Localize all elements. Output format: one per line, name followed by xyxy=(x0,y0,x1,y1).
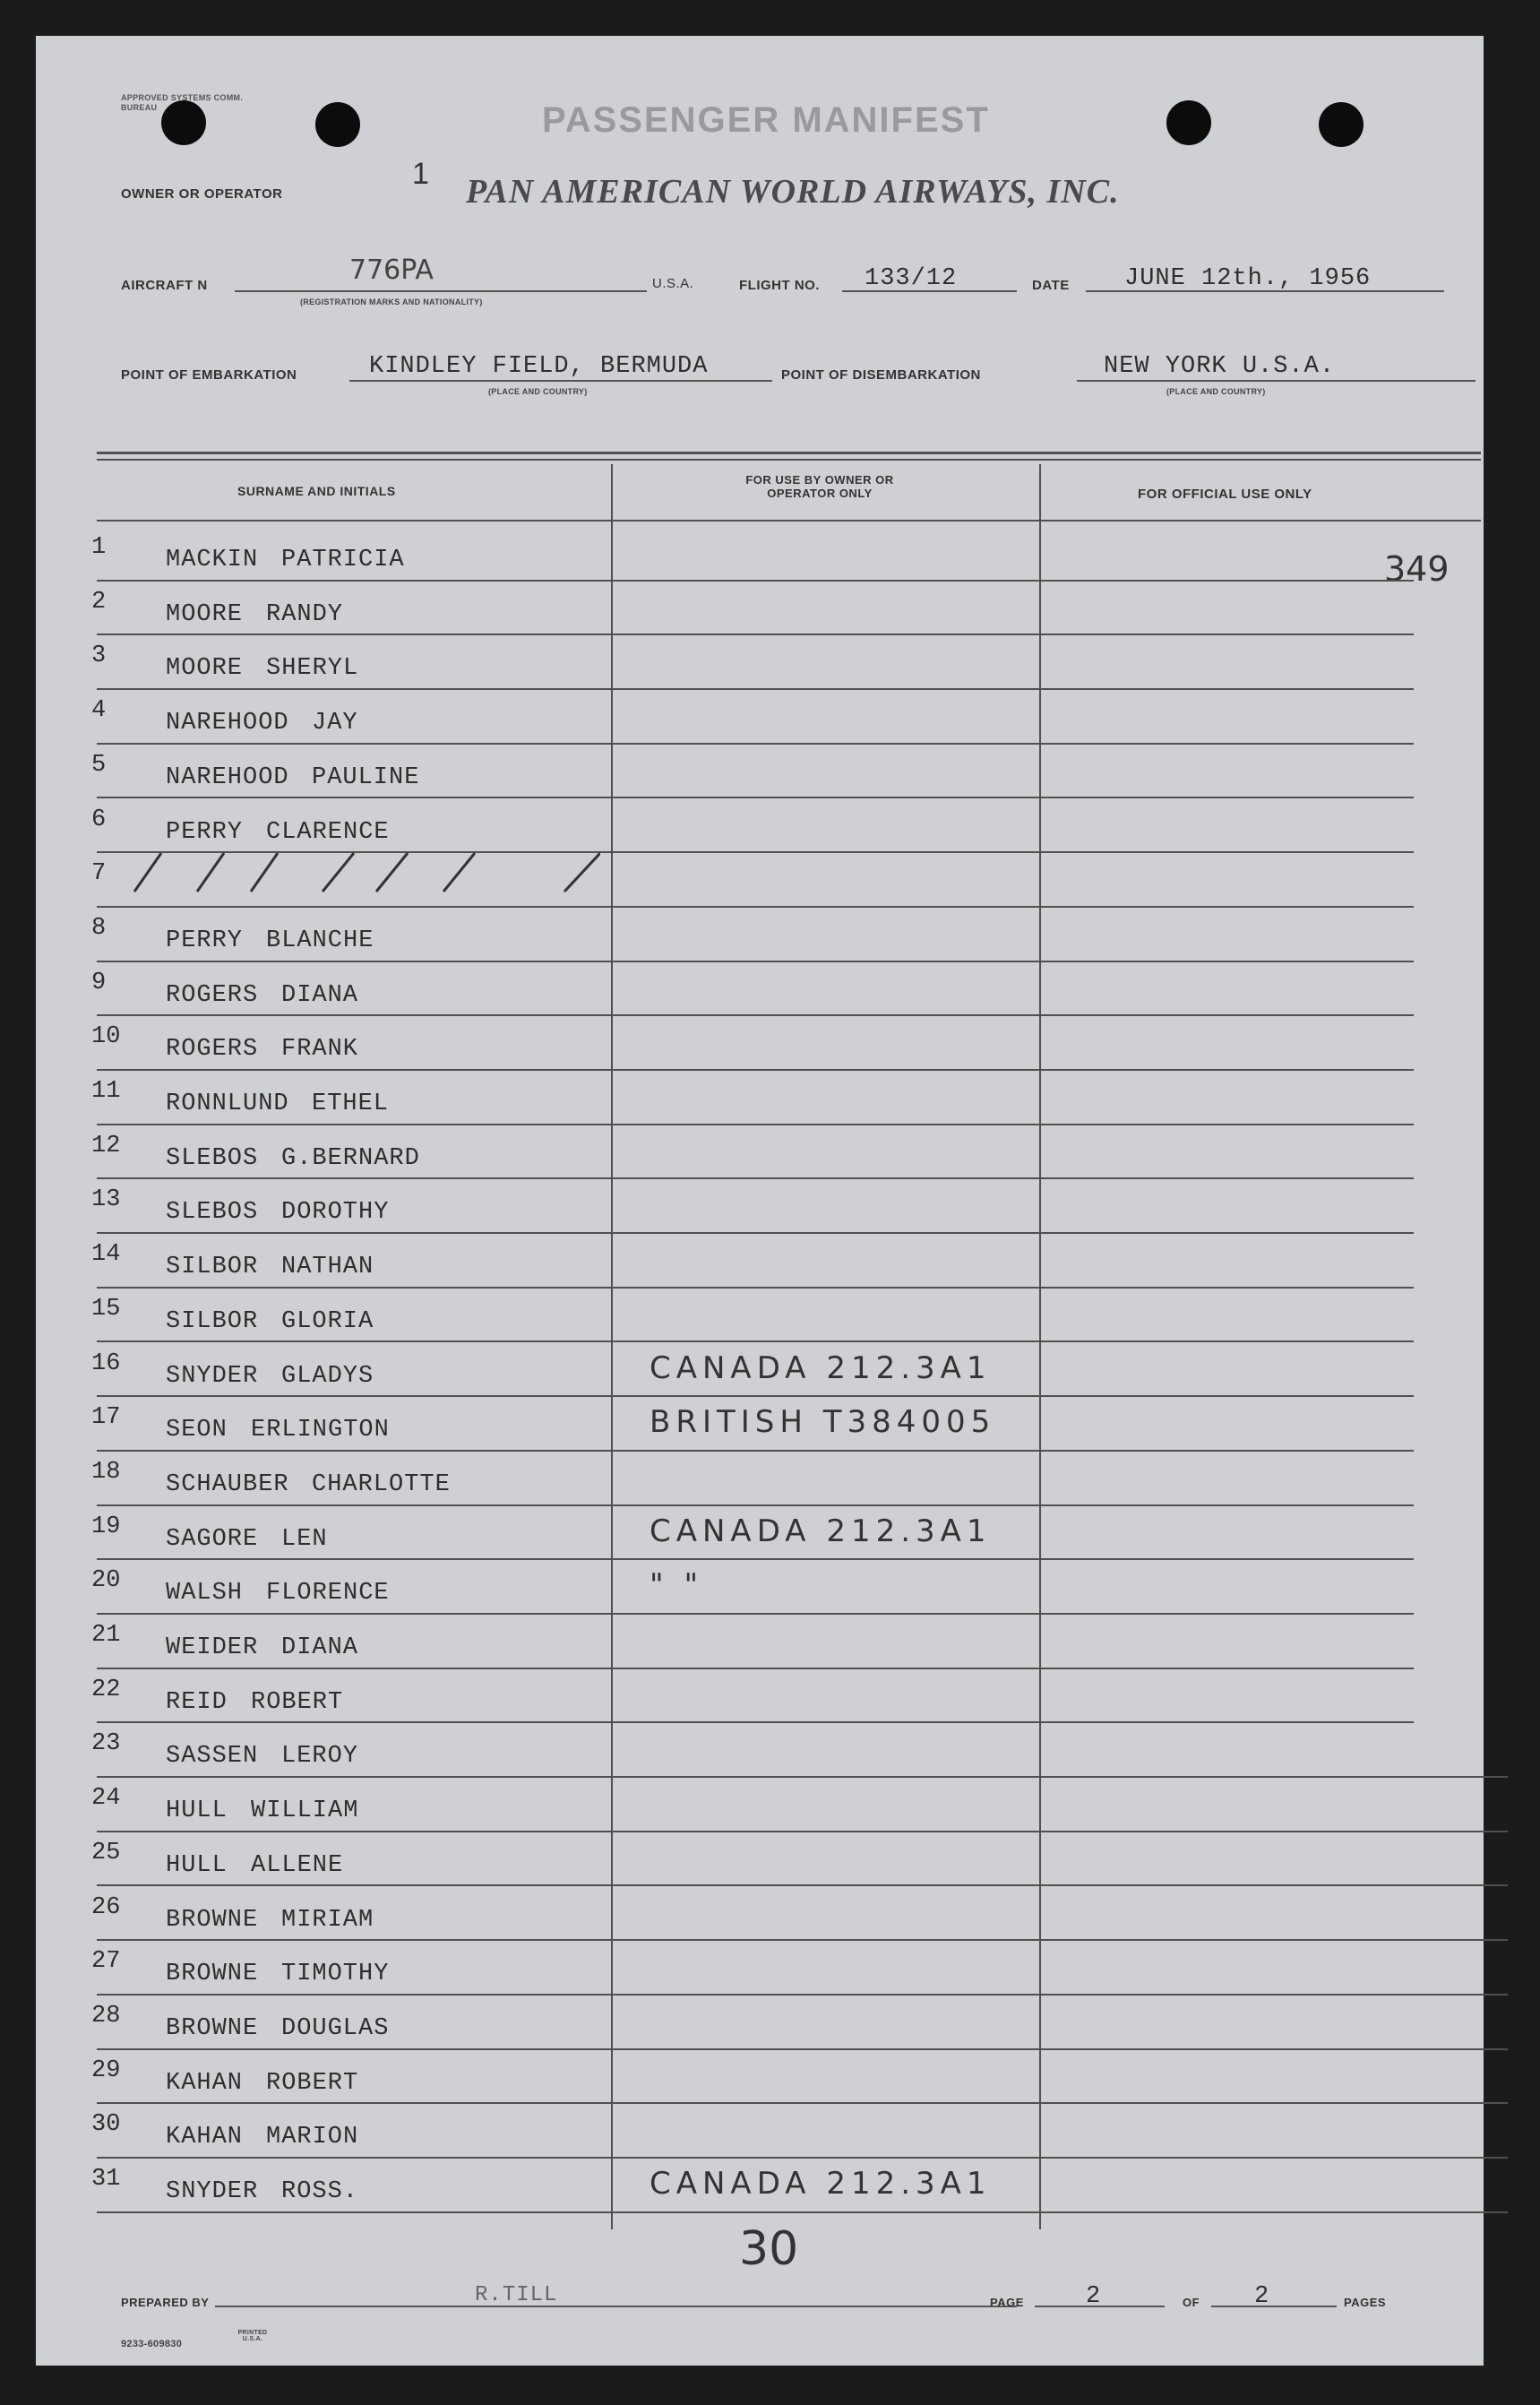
table-row xyxy=(36,2050,1484,2105)
table-row xyxy=(36,582,1484,636)
aircraft-sublabel: (REGISTRATION MARKS AND NATIONALITY) xyxy=(300,297,483,306)
embarkation-underline xyxy=(349,380,772,382)
embarkation-value: KINDLEY FIELD, BERMUDA xyxy=(369,353,709,380)
date-value: JUNE 12th., 1956 xyxy=(1124,265,1372,292)
table-row xyxy=(36,2159,1484,2213)
passenger-surname: SILBOR xyxy=(166,1307,259,1335)
passenger-given-name: NATHAN xyxy=(281,1254,374,1281)
row-number: 31 xyxy=(91,2166,121,2193)
table-row xyxy=(36,1941,1484,1996)
table-row xyxy=(36,1234,1484,1289)
passenger-given-name: MARION xyxy=(266,2124,359,2151)
passenger-given-name: JAY xyxy=(312,710,358,737)
passenger-given-name: ERLINGTON xyxy=(251,1417,390,1444)
passenger-surname: MACKIN xyxy=(166,547,259,573)
header-bottom-rule xyxy=(97,520,1481,522)
table-row xyxy=(36,1887,1484,1942)
owner-note: " " xyxy=(650,1567,704,1604)
passenger-surname: WALSH xyxy=(166,1580,244,1608)
approval-note: APPROVED SYSTEMS COMM. BUREAU xyxy=(121,93,244,112)
owner-note: BRITISH T384005 xyxy=(650,1404,996,1441)
passenger-given-name: DOUGLAS xyxy=(281,2014,390,2042)
table-row xyxy=(36,1343,1484,1398)
passenger-given-name: GLORIA xyxy=(281,1307,374,1335)
table-row xyxy=(36,527,1484,582)
row-number: 6 xyxy=(91,806,107,833)
row-number: 12 xyxy=(91,1132,121,1159)
table-row xyxy=(36,1832,1484,1887)
column-header-owner-use: FOR USE BY OWNER OR OPERATOR ONLY xyxy=(745,473,894,500)
table-row xyxy=(36,1071,1484,1125)
row-number: 21 xyxy=(91,1622,121,1649)
row-number: 2 xyxy=(91,588,107,616)
owner-mark: 1 xyxy=(412,157,429,191)
table-row xyxy=(36,962,1484,1017)
column-header-surname: SURNAME AND INITIALS xyxy=(237,484,396,498)
row-number: 5 xyxy=(91,751,107,779)
table-row xyxy=(36,2104,1484,2159)
table-row xyxy=(36,1560,1484,1615)
row-number: 7 xyxy=(91,860,107,888)
void-row-slashes xyxy=(99,842,600,896)
row-number: 1 xyxy=(91,534,107,561)
passenger-surname: ROGERS xyxy=(166,1036,259,1064)
flight-label: FLIGHT NO. xyxy=(739,278,820,293)
of-label: OF xyxy=(1183,2296,1200,2309)
aircraft-label: AIRCRAFT N xyxy=(121,278,208,293)
table-row xyxy=(36,1289,1484,1343)
passenger-given-name: ROBERT xyxy=(266,2069,359,2097)
passenger-given-name: LEROY xyxy=(281,1743,359,1771)
row-number: 16 xyxy=(91,1349,121,1377)
row-number: 18 xyxy=(91,1458,121,1486)
row-number: 27 xyxy=(91,1948,121,1976)
row-number: 13 xyxy=(91,1186,121,1214)
passenger-surname: NAREHOOD xyxy=(166,763,289,791)
manifest-sheet xyxy=(36,36,1484,2366)
row-number: 29 xyxy=(91,2056,121,2084)
passenger-given-name: ROSS. xyxy=(281,2178,359,2205)
row-number: 25 xyxy=(91,1839,121,1866)
table-row xyxy=(36,1669,1484,1724)
passenger-given-name: PAULINE xyxy=(312,763,420,791)
table-row xyxy=(36,1179,1484,1234)
table-row xyxy=(36,1723,1484,1778)
page-title: PASSENGER MANIFEST xyxy=(542,100,990,140)
row-number: 19 xyxy=(91,1513,121,1540)
passenger-surname: HULL xyxy=(166,1797,228,1825)
table-top-rule-2 xyxy=(97,459,1481,461)
owner-note: CANADA 212.3A1 xyxy=(650,2166,992,2202)
row-number: 23 xyxy=(91,1730,121,1758)
passenger-surname: SLEBOS xyxy=(166,1199,259,1227)
embarkation-label: POINT OF EMBARKATION xyxy=(121,367,297,383)
row-number: 24 xyxy=(91,1785,121,1813)
table-top-rule xyxy=(97,452,1481,454)
table-row xyxy=(36,1016,1484,1071)
passenger-given-name: MIRIAM xyxy=(281,1906,374,1934)
passenger-surname: ROGERS xyxy=(166,981,259,1009)
table-row xyxy=(36,1397,1484,1452)
page-underline xyxy=(1035,2306,1165,2307)
page-number: 2 xyxy=(1086,2283,1102,2310)
punch-hole xyxy=(1166,100,1211,145)
passenger-given-name: FLORENCE xyxy=(266,1580,390,1608)
passenger-surname: SNYDER xyxy=(166,1362,259,1390)
print-seal: PRINTED U.S.A. xyxy=(237,2330,268,2342)
table-row xyxy=(36,1452,1484,1506)
table-row xyxy=(36,1778,1484,1832)
passenger-surname: PERRY xyxy=(166,927,244,954)
row-number: 11 xyxy=(91,1078,121,1105)
passenger-surname: KAHAN xyxy=(166,2124,244,2151)
passenger-given-name: SHERYL xyxy=(266,655,359,683)
row-number: 10 xyxy=(91,1023,121,1051)
passenger-surname: REID xyxy=(166,1688,228,1716)
passenger-surname: SAGORE xyxy=(166,1525,259,1553)
passenger-surname: KAHAN xyxy=(166,2069,244,2097)
of-underline xyxy=(1211,2306,1337,2307)
page-label: PAGE xyxy=(990,2296,1024,2309)
table-row xyxy=(36,635,1484,690)
passenger-given-name: ALLENE xyxy=(251,1851,344,1879)
passenger-given-name: G.BERNARD xyxy=(281,1144,420,1172)
owner-label: OWNER OR OPERATOR xyxy=(121,186,283,202)
row-number: 26 xyxy=(91,1893,121,1921)
row-number: 15 xyxy=(91,1295,121,1323)
passenger-surname: SNYDER xyxy=(166,2178,259,2205)
disembarkation-underline xyxy=(1077,380,1475,382)
passenger-surname: MOORE xyxy=(166,600,244,628)
row-number: 22 xyxy=(91,1676,121,1703)
punch-hole xyxy=(315,102,360,147)
disembarkation-value: NEW YORK U.S.A. xyxy=(1104,353,1336,380)
official-number: 349 xyxy=(1384,549,1450,589)
passenger-surname: MOORE xyxy=(166,655,244,683)
passenger-given-name: DOROTHY xyxy=(281,1199,390,1227)
row-number: 20 xyxy=(91,1567,121,1595)
passenger-surname: SEON xyxy=(166,1417,228,1444)
table-row xyxy=(36,1615,1484,1669)
owner-value: PAN AMERICAN WORLD AIRWAYS, INC. xyxy=(466,173,1120,211)
passenger-given-name: CLARENCE xyxy=(266,818,390,846)
row-number: 28 xyxy=(91,2002,121,2030)
disembarkation-sublabel: (PLACE AND COUNTRY) xyxy=(1166,387,1266,396)
passenger-surname: HULL xyxy=(166,1851,228,1879)
row-number: 14 xyxy=(91,1241,121,1269)
row-number: 30 xyxy=(91,2111,121,2139)
passenger-surname: PERRY xyxy=(166,818,244,846)
owner-note: CANADA 212.3A1 xyxy=(650,1513,992,1549)
row-number: 3 xyxy=(91,642,107,670)
punch-hole xyxy=(1319,102,1364,147)
passenger-surname: BROWNE xyxy=(166,1961,259,1988)
passenger-surname: SCHAUBER xyxy=(166,1470,289,1498)
table-row xyxy=(36,1996,1484,2050)
passenger-given-name: TIMOTHY xyxy=(281,1961,390,1988)
passenger-given-name: WILLIAM xyxy=(251,1797,359,1825)
table-row xyxy=(36,690,1484,745)
table-row xyxy=(36,745,1484,799)
row-number: 4 xyxy=(91,697,107,725)
disembarkation-label: POINT OF DISEMBARKATION xyxy=(781,367,981,383)
column-header-official-use: FOR OFFICIAL USE ONLY xyxy=(1138,487,1312,502)
table-row xyxy=(36,908,1484,962)
passenger-given-name: RANDY xyxy=(266,600,344,628)
passenger-surname: BROWNE xyxy=(166,1906,259,1934)
passenger-surname: NAREHOOD xyxy=(166,710,289,737)
passenger-surname: RONNLUND xyxy=(166,1090,289,1117)
passenger-surname: BROWNE xyxy=(166,2014,259,2042)
passenger-surname: WEIDER xyxy=(166,1634,259,1661)
row-number: 9 xyxy=(91,969,107,996)
passenger-given-name: GLADYS xyxy=(281,1362,374,1390)
owner-note: CANADA 212.3A1 xyxy=(650,1349,992,1386)
passenger-given-name: BLANCHE xyxy=(266,927,374,954)
row-number: 8 xyxy=(91,914,107,942)
prepared-by-label: PREPARED BY xyxy=(121,2296,210,2309)
passenger-given-name: LEN xyxy=(281,1525,328,1553)
passenger-given-name: DIANA xyxy=(281,1634,359,1661)
passenger-surname: SASSEN xyxy=(166,1743,259,1771)
passenger-given-name: DIANA xyxy=(281,981,359,1009)
passenger-given-name: CHARLOTTE xyxy=(312,1470,451,1498)
form-code: 9233-609830 xyxy=(121,2339,183,2349)
passenger-given-name: ROBERT xyxy=(251,1688,344,1716)
prepared-by-underline xyxy=(215,2306,1017,2307)
table-row xyxy=(36,1506,1484,1561)
prepared-by-value: R.TILL xyxy=(475,2283,558,2307)
flight-value: 133/12 xyxy=(865,265,958,292)
passenger-given-name: FRANK xyxy=(281,1036,359,1064)
table-row xyxy=(36,1125,1484,1180)
passenger-surname: SLEBOS xyxy=(166,1144,259,1172)
row-rule xyxy=(97,2211,1508,2213)
aircraft-underline xyxy=(235,290,647,292)
passenger-given-name: PATRICIA xyxy=(281,547,405,573)
usa-label: U.S.A. xyxy=(652,276,694,291)
aircraft-value: 776PA xyxy=(349,254,434,286)
total-count: 30 xyxy=(739,2222,799,2276)
date-label: DATE xyxy=(1032,278,1070,293)
passenger-given-name: ETHEL xyxy=(312,1090,390,1117)
page-count: 2 xyxy=(1254,2283,1270,2310)
pages-label: PAGES xyxy=(1344,2296,1387,2309)
passenger-surname: SILBOR xyxy=(166,1254,259,1281)
embarkation-sublabel: (PLACE AND COUNTRY) xyxy=(488,387,588,396)
row-number: 17 xyxy=(91,1404,121,1432)
